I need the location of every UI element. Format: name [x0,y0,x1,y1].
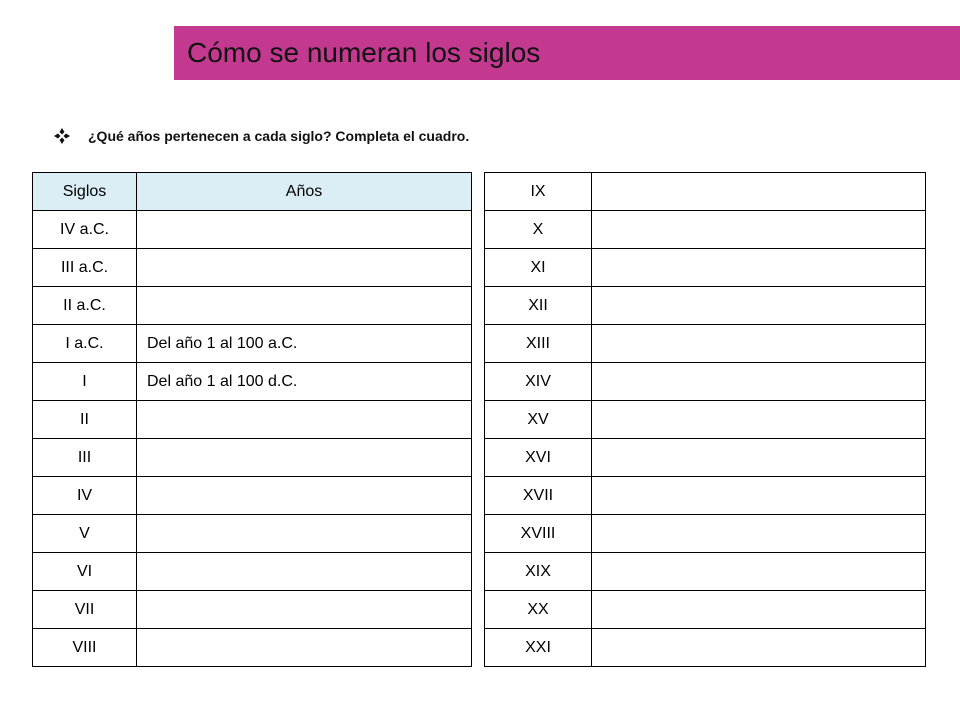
table-row [33,249,472,287]
anios-cell[interactable] [137,629,472,667]
anios-cell[interactable] [592,439,926,477]
siglo-cell: V [33,515,137,553]
table-row [485,173,926,211]
table-row [485,401,926,439]
header-anios: Años [137,173,472,211]
siglo-cell: I [33,363,137,401]
siglo-cell: III [33,439,137,477]
anios-cell[interactable] [137,287,472,325]
siglo-cell: XIV [485,363,592,401]
anios-cell[interactable] [592,287,926,325]
table-row [33,211,472,249]
anios-cell[interactable] [592,401,926,439]
table-row [33,325,472,363]
anios-cell[interactable] [592,553,926,591]
siglo-cell: XI [485,249,592,287]
siglo-cell: XV [485,401,592,439]
siglo-cell: XIX [485,553,592,591]
anios-cell[interactable] [592,325,926,363]
siglo-cell: XIII [485,325,592,363]
page-title: Cómo se numeran los siglos [187,37,541,68]
siglo-cell: II a.C. [33,287,137,325]
siglo-cell: VI [33,553,137,591]
anios-cell[interactable] [592,629,926,667]
table-row [33,363,472,401]
table-row [485,591,926,629]
centuries-table-right [484,172,926,667]
instruction-line [54,128,469,144]
table-row [33,287,472,325]
siglo-cell: IV [33,477,137,515]
anios-cell[interactable] [137,553,472,591]
siglo-cell: XVIII [485,515,592,553]
siglo-cell: I a.C. [33,325,137,363]
table-row [485,439,926,477]
siglo-cell: III a.C. [33,249,137,287]
header-siglos: Siglos [33,173,137,211]
siglo-cell: XX [485,591,592,629]
anios-cell[interactable]: Del año 1 al 100 d.C. [137,363,472,401]
anios-cell[interactable] [592,363,926,401]
table-row [485,629,926,667]
table-row [485,363,926,401]
siglo-cell: X [485,211,592,249]
four-diamond-bullet-icon [54,128,70,144]
siglo-cell: XII [485,287,592,325]
anios-cell[interactable] [592,211,926,249]
table-row [485,325,926,363]
anios-cell[interactable] [137,249,472,287]
anios-cell[interactable] [137,211,472,249]
table-row [33,591,472,629]
siglo-cell: II [33,401,137,439]
anios-cell[interactable] [592,249,926,287]
table-row [33,515,472,553]
table-row [485,477,926,515]
siglo-cell: XVII [485,477,592,515]
anios-cell[interactable] [592,515,926,553]
table-row [33,629,472,667]
anios-cell[interactable] [592,173,926,211]
table-row [485,515,926,553]
centuries-table-left [32,172,472,667]
table-row [485,249,926,287]
table-row [485,287,926,325]
anios-cell[interactable] [137,515,472,553]
siglo-cell: XXI [485,629,592,667]
anios-cell[interactable]: Del año 1 al 100 a.C. [137,325,472,363]
anios-cell[interactable] [137,477,472,515]
table-row [485,553,926,591]
title-banner [174,26,960,80]
siglo-cell: IX [485,173,592,211]
instruction-text: ¿Qué años pertenecen a cada siglo? Completa el cuadro. [88,128,470,144]
table-row [33,439,472,477]
table-header-row [33,173,472,211]
siglo-cell: VII [33,591,137,629]
anios-cell[interactable] [137,439,472,477]
siglo-cell: XVI [485,439,592,477]
table-row [33,401,472,439]
table-row [485,211,926,249]
siglo-cell: VIII [33,629,137,667]
table-row [33,553,472,591]
anios-cell[interactable] [137,591,472,629]
anios-cell[interactable] [592,477,926,515]
siglo-cell: IV a.C. [33,211,137,249]
table-row [33,477,472,515]
anios-cell[interactable] [137,401,472,439]
anios-cell[interactable] [592,591,926,629]
